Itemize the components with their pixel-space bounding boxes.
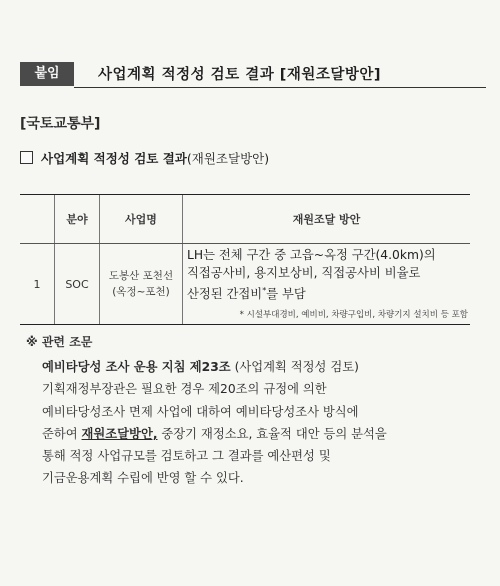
section-title-rest: (재원조달방안): [186, 151, 270, 166]
related-provisions-heading: ※ 관련 조문: [26, 335, 93, 349]
plan-footnote: * 시설부대경비, 예비비, 차량구입비, 차량기지 설치비 등 포함: [239, 310, 468, 321]
row-number: 1: [20, 244, 55, 325]
related-provision-text: [42, 356, 472, 490]
row-field: SOC: [55, 244, 100, 325]
project-name-line1: 도봉산 포천선: [108, 270, 174, 283]
header-divider: [74, 87, 486, 88]
header-project-name: 사업명: [100, 195, 183, 244]
section-heading: [20, 149, 269, 167]
provision-line6: 기금운용계획 수립에 반영 할 수 있다.: [42, 471, 244, 486]
project-name-line2: (옥정~포천): [112, 286, 170, 299]
table-row: [20, 244, 470, 325]
checkbox-icon: [20, 151, 33, 164]
plan-line1: LH는 전체 구간 중 고읍~옥정 구간(4.0km)의: [187, 248, 436, 262]
review-table-container: [20, 194, 470, 325]
ministry-label: [국토교통부]: [20, 116, 101, 132]
attachment-title: 사업계획 적정성 검토 결과 [재원조달방안]: [98, 67, 382, 83]
plan-line2: 직접공사비, 용지보상비, 직접공사비 비율로: [187, 266, 421, 280]
funding-plan-emphasis: 재원조달방안,: [81, 426, 158, 441]
review-table: [20, 194, 470, 325]
row-funding-plan: [183, 244, 471, 325]
provision-line1: 예비타당성 조사 운용 지침 제23조 (사업계획 적정성 검토): [42, 360, 359, 374]
table-header-row: [20, 195, 470, 244]
footnote-mark: *: [262, 286, 267, 295]
provision-line4: 준하여 재원조달방안, 중장기 재정소요, 효율적 대안 등의 분석을: [42, 426, 387, 441]
attachment-tag: 붙임: [20, 62, 74, 86]
attachment-header: [20, 60, 468, 92]
plan-line3: 산정된 간접비*를 부담: [187, 286, 306, 302]
provision-line2: 기획재정부장관은 필요한 경우 제20조의 규정에 의한: [42, 382, 327, 397]
header-field: 분야: [55, 195, 100, 244]
provision-line5: 통해 적정 사업규모를 검토하고 그 결과를 예산편성 및: [42, 449, 331, 464]
provision-line3: 예비타당성조사 면제 사업에 대하여 예비타당성조사 방식에: [42, 404, 359, 419]
row-project-name: [100, 244, 183, 325]
section-title-bold: 사업계획 적정성 검토 결과: [41, 151, 187, 166]
header-funding-plan: 재원조달 방안: [183, 195, 471, 244]
header-number: [20, 195, 55, 244]
